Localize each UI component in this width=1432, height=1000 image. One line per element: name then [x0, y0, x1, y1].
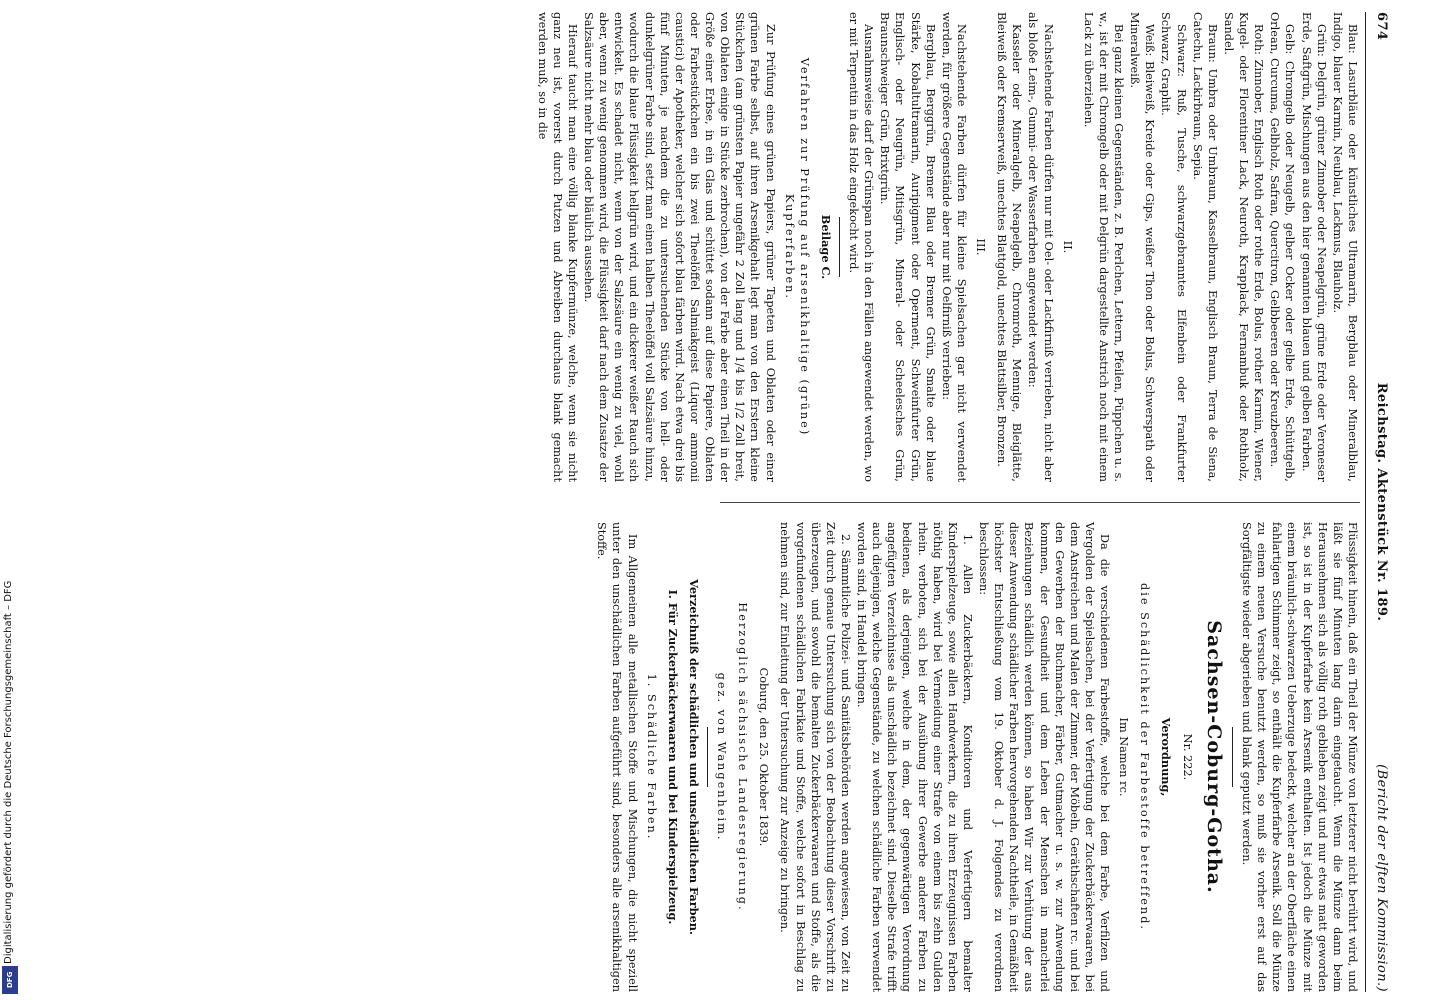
separator [707, 727, 708, 787]
paragraph: Roth: Zinnober, Englisch Roth oder rothe Erde, Bolus, rother Karmin, Wiener, Kugel- oder Florentiner Lack, Neuroth, Krapplack, Fernambuk oder Rothholz, Sandel. [1222, 12, 1266, 482]
state-title: Sachsen-Coburg-Gotha. [1203, 620, 1225, 894]
paragraph: 2. Sämmtliche Polizei- und Sanitätsbehörden werden angewiesen, von Zeit zu Zeit durch genaue Untersuchung sich von der Beobachtung dieser Vorschrift zu überzeugen, und sowohl die bemalten Zuckerbäckerwaaren und Stoffe, als die vorgefundenen schädlichen Fabrikate und Stoffe, welche sofort in Beschlag zu nehmen sind, zur Einleitung der Untersuchung zur Anzeige zu bringen. [778, 522, 852, 992]
paragraph: Gelb: Chromgelb oder Neugelb, gelber Ocker oder gelbe Erde, Schüttgelb, Orlean, Curcuma, Gelbholz, Safran, Quercitron, Gelbbeeren oder Kreuzbeeren. [1268, 12, 1297, 482]
paragraph: Braun: Umbra oder Umbraun, Kasselbraun, Englisch Braun, Terra de Siena, Catechu, Lackirbraun, Sepia. [1190, 12, 1219, 482]
paragraph: Schwarz: Ruß, Tusche, schwarzgebranntes Elfenbein oder Frankfurter Schwarz, Graphit. [1159, 12, 1188, 482]
paragraph: Bergblau, Berggrün, Bremer Blau oder Bremer Grün, Smalte oder blaue Stärke, Kobaltultramarin, Auripigment oder Operment, Schweinfurter Grün, Englisch- oder Neugrün, Mitisgrün, Mineral- oder Scheelesches Grün, Braunschweiger Grün, Brixtgrün. [878, 12, 937, 482]
header-rule [1365, 12, 1366, 992]
list-subtitle: I. Für Zuckerbäckerwaaren und bei Kinderspielzeug. [665, 589, 680, 925]
paragraph: Weiß: Bleiweiß, Kreide oder Gips, weißer Thon oder Bolus, Schwerspath oder Mineralweiß. [1128, 12, 1157, 482]
column-divider [720, 502, 1360, 503]
paragraph: Kasseler oder Mineralgelb, Neapelgelb, Chromroth, Mennige, Bleiglätte, Bleiweiß oder Kremserweiß, unechtes Blattgold, unechtes Blattsilber, Bronzen. [995, 12, 1024, 482]
paragraph: Nachstehende Farben dürfen für kleine Spielsachen gar nicht verwendet werden, für größere Gegenstände aber nur mit Oelfirniß verrieben: [939, 12, 968, 482]
ordinance-heading: Verordnung, [1159, 717, 1174, 797]
date-line: Coburg, den 25. Oktober 1839. [757, 667, 771, 847]
appendix-title: Beilage C. [819, 214, 833, 280]
paragraph: Nachstehende Farben dürfen nur mit Oel- oder Lackfirniß verrieben, nicht aber als bloße Leim-, Gummi- oder Wasserfarben angewendet werden: [1026, 12, 1055, 482]
header-title: Reichstag. Aktenstück Nr. 189. [1374, 382, 1389, 622]
digitization-sidebar [0, 0, 22, 1000]
method-title: Verfahren zur Prüfung auf arsenikhaltige (grüne) Kupferfarben. [782, 57, 811, 437]
invocation: Im Namen rc. [1117, 717, 1131, 797]
right-column [60, 522, 1360, 992]
separator [1232, 727, 1233, 787]
paragraph: Da die verschiedenen Farbestoffe, welche bei dem Farbe, Verfilzen und Vergolden der Spielsachen, bei der Verfertigung der Zuckerbäckerwaaren, bei dem Anstreichen und Malen der Zimmer, der Möbeln, Geräthschaften rc. und bei den Gewerben der Buchmacher, Färber, Gutmacher u. s. w. zur Anwendung kommen, der Gesundheit und dem Leben der Menschen in mancherlei Beziehungen schädlich werden können, so haben Wir zur Verhütung der aus dieser Anwendung schädlicher Farben hervorgehenden Nachtheile, in Gemäßheit höchster Entschließung vom 19. Oktober d. J. Folgendes zu verordnen beschlossen: [977, 522, 1112, 992]
section-heading: III. [974, 238, 988, 256]
paragraph: Ausnahmsweise darf der Grünspan noch in den Fällen angewendet werden, wo er mit Terpentin in das Holz eingekocht wird. [847, 12, 876, 482]
paragraph: Blau: Lasurbläue oder künstliches Ultramarin, Bergblau oder Mineralblau, Indigo, blauer Karmin, Neublau, Lackmus, Blauholz. [1330, 12, 1359, 482]
section-heading: II. [1060, 240, 1074, 254]
rotated-document-page [50, 12, 1390, 992]
page-header [1368, 12, 1390, 992]
document-number: Nr. 222. [1180, 733, 1194, 781]
paragraph: 1. Allen Zuckerbäckern, Konditoren und Verfertigern bemalter Kinderspielzeuge, sowie allen Handwerkern, die zu ihren Erzeugnissen Farben nöthig haben, wird bei Vermeidung einer Strafe von einem bis zehn Gulden rhein. verboten, sich bei der Ausübung ihrer Gewerbe anderer Farben zu bedienen, als derjenigen, welche in dem, der gegenwärtigen Verordnung angefügten Verzeichnisse als unschädlich bezeichnet sind. Dieselbe Strafe trifft auch diejenigen, welche Gegenstände, zu welchen schädliche Farben verwendet worden sind, in Handel bringen. [855, 522, 974, 992]
left-column [60, 12, 1360, 482]
paragraph: Bei ganz kleinen Gegenständen, z. B. Perlchen, Lettern, Pfeilen, Püppchen u. s. w., ist der mit Chromgelb oder mit Delgrün dargestellte Anstrich noch mit einem Lack zu überziehen. [1081, 12, 1126, 482]
page-number: 674 [1374, 12, 1389, 41]
dfg-logo-icon: DFG [2, 966, 18, 994]
separator [839, 217, 840, 277]
authority: Herzoglich sächsische Landesregierung. [736, 602, 750, 912]
list-title: Verzeichniß der schädlichen und unschädlichen Farben. [686, 579, 701, 935]
header-section: (Bericht der elften Kommission.) [1374, 764, 1389, 992]
paragraph: Im Allgemeinen alle metallischen Stoffe und Mischungen, die nicht speziell unter den unschädlichen Farben aufgeführt sind, besonders alle arsenikhaltigen Stoffe. [595, 522, 639, 992]
ordinance-subject: die Schädlichkeit der Farbestoffe betreffend. [1138, 582, 1152, 932]
paragraph: Zur Prüfung eines grünen Papiers, grüner Tapeten und Oblaten oder einer grünen Farbe selbst, auf ihren Arsenikgehalt legt man von den Erstern kleine Stückchen (am grünsten Papier ungefähr 2 Zoll lang und 1/4 bis 1/2 Zoll breit, von Oblaten einige in Stücke zerbrochen), von der Farbe aber einen Theil in der Größe einer Erbse, in ein Glas und schüttet sodann auf diese Papiere, Oblaten oder Farbestückchen ein bis zwei Theelöffel Salmiakgeist (Liquor ammonii caustici) der Apotheker, welcher sich sofort blau färben wird. Nach etwa drei bis fünf Minuten, je nachdem die zu untersuchenden Stücke von hell- oder dunkelgrüner Farbe sind, setzt man einen halben Theelöffel voll Salzsäure hinzu, wodurch die blaue Flüssigkeit hellgrün wird, und ein dickerer weißer Rauch sich entwickelt. Es schadet nicht, wenn von der Salzsäure ein wenig zu viel, wohl aber, wenn zu wenig genommen wird, die Flüssigkeit darf nach dem Zusatze der Salzsäure nicht mehr blau oder bläulich aussehen. [582, 12, 777, 482]
funding-credit: Digitalisierung gefördert durch die Deutsche Forschungsgemeinschaft – DFG [3, 580, 14, 964]
list-heading: 1. Schädliche Farben. [644, 673, 658, 841]
paragraph: Grün: Delgrün, grüner Zinnober oder Neapelgrün, grüne Erde oder Veroneser Erde, Saftgrün, Mischungen aus den hier genannten blauen und gelben Farben. [1299, 12, 1328, 482]
paragraph: Flüssigkeit hinein, daß ein Theil der Münze von letzterer nicht berührt wird, und läßt sie fünf Minuten lang darin eingetaucht. Wenn die Münze dann beim Herausnehmen sich als völlig roth geblieben zeigt und nur etwas matt geworden ist, so ist in der Kupferfarbe kein Arsenik enthalten. Ist jedoch die Münze mit einem bräunlich-schwarzen Ueberzuge bedeckt, welcher an der Oberfläche einen fahlartigen Schimmer zeigt, so enthält die Kupferfarbe Arsenik. Soll die Münze zu einem neuen Versuche benutzt werden, so muß sie vorher erst auf das Sorgfältigste wieder abgerieben und blank geputzt werden. [1240, 522, 1359, 992]
signature: gez. von Wangenheim. [715, 672, 729, 842]
paragraph: Hierauf taucht man eine völlig blanke Kupfermünze, welche, wenn sie nicht ganz neu ist, vorerst durch Putzen und Abreiben durchaus blank gemacht werden muß, so in die [535, 12, 579, 482]
